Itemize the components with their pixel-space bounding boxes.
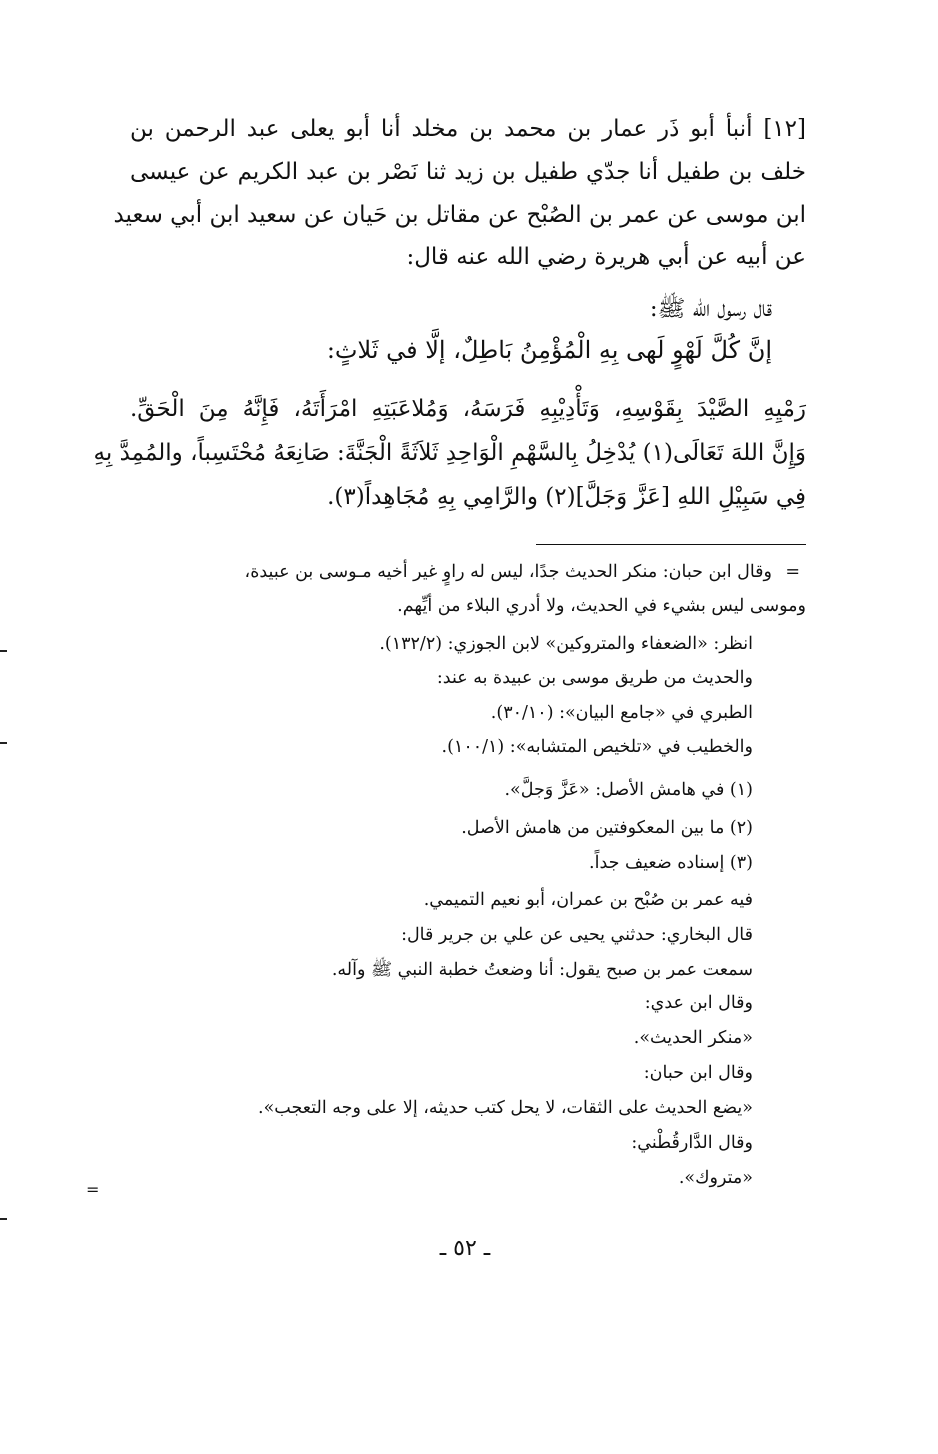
footnote-1: (١) في هامش الأصل: «عَزَّ وَجلَّ».: [504, 780, 753, 800]
footnote-line-4: والحديث من طريق موسى بن عبيدة به عند:: [436, 668, 753, 688]
footnote-2: (٢) ما بين المعكوفتين من هامش الأصل.: [461, 818, 753, 838]
footnote-separator: [536, 544, 806, 545]
footnote-line-2: وموسى ليس بشيء في الحديث، ولا أدري البلاء من أيِّهم.: [397, 596, 806, 616]
hadith-line-2: وَإِنَّ اللهَ تَعَالَى(١) يُدْخِلُ بِالسَّهْمِ الْوَاحِدِ ثَلاَثَةً الْجَنَّةَ: صَانِعَهُ مُحْتَسِباً، والمُمِدَّ بِهِ: [93, 440, 806, 466]
footnote-line-18: «متروك».: [678, 1168, 753, 1188]
footnote-line-13: وقال ابن عدي:: [644, 993, 753, 1013]
isnad-line-1: [١٢] أنبأ أبو ذَر عمار بن محمد بن مخلد أنا أبو يعلى عبد الرحمن بن: [130, 116, 806, 142]
hadith-line-3: فِي سَبِيْلِ اللهِ [عَزَّ وَجَلَّ](٢) والرَّامِي بِهِ مُجَاهِداً(٣).: [327, 484, 806, 510]
footnote-line-3: انظر: «الضعفاء والمتروكين» لابن الجوزي: (١٣٢/٢).: [379, 634, 753, 654]
margin-tick: [0, 1218, 7, 1220]
margin-tick: [0, 742, 7, 744]
quote-intro: قال رسول الله ﷺ:: [649, 296, 772, 322]
quote-text: إنَّ كُلَّ لَهْوٍ لَهى بِهِ الْمُؤْمِنُ بَاطِلٌ، إلَّا في ثَلاثٍ:: [326, 336, 772, 364]
margin-equals-marker: =: [86, 1180, 100, 1199]
isnad-line-2: خلف بن طفيل أنا جدّي طفيل بن زيد ثنا نَصْر بن عبد الكريم عن عيسى: [130, 159, 806, 185]
footnote-3: (٣) إسناده ضعيف جداً.: [589, 853, 753, 873]
footnote-continuation-marker: =: [785, 562, 800, 582]
footnote-line-10: فيه عمر بن صُبْح بن عمران، أبو نعيم التميمي.: [423, 890, 753, 910]
footnote-line-16: «يضع الحديث على الثقات، لا يحل كتب حديثه، إلا على وجه التعجب».: [258, 1098, 753, 1118]
footnote-line-17: وقال الدَّارقُطْني:: [631, 1133, 753, 1153]
margin-tick: [0, 650, 7, 652]
footnote-line-5: الطبري في «جامع البيان»: (٣٠/١٠).: [490, 703, 753, 723]
page-number: ـ ٥٢ ـ: [439, 1236, 491, 1261]
footnote-line-1: وقال ابن حبان: منكر الحديث جدًا، ليس له راوٍ غير أخيه مـوسى بن عبيدة،: [244, 562, 772, 582]
footnote-line-11: قال البخاري: حدثني يحيى عن علي بن جرير قال:: [401, 925, 753, 945]
hadith-line-1: رَمْيِهِ الصَّيْدَ بِقَوْسِهِ، وَتَأْدِيْبِهِ فَرَسَهُ، وَمُلاعَبَتِهِ امْرَأَتَهُ، فَإِنَّهُ مِنَ الْحَقِّ.: [130, 396, 806, 422]
footnote-line-12: سمعت عمر بن صبح يقول: أنا وضعتُ خطبة النبي ﷺ وآله.: [331, 960, 753, 980]
isnad-line-3: ابن موسى عن عمر بن الصُبْح عن مقاتل بن حَيان عن سعيد ابن أبي سعيد: [113, 202, 806, 228]
footnote-line-14: «منكر الحديث».: [633, 1028, 753, 1048]
isnad-line-4: عن أبيه عن أبي هريرة رضي الله عنه قال:: [406, 244, 806, 270]
footnote-line-15: وقال ابن حبان:: [643, 1063, 753, 1083]
footnote-line-6: والخطيب في «تلخيص المتشابه»: (١٠٠/١).: [441, 737, 753, 757]
